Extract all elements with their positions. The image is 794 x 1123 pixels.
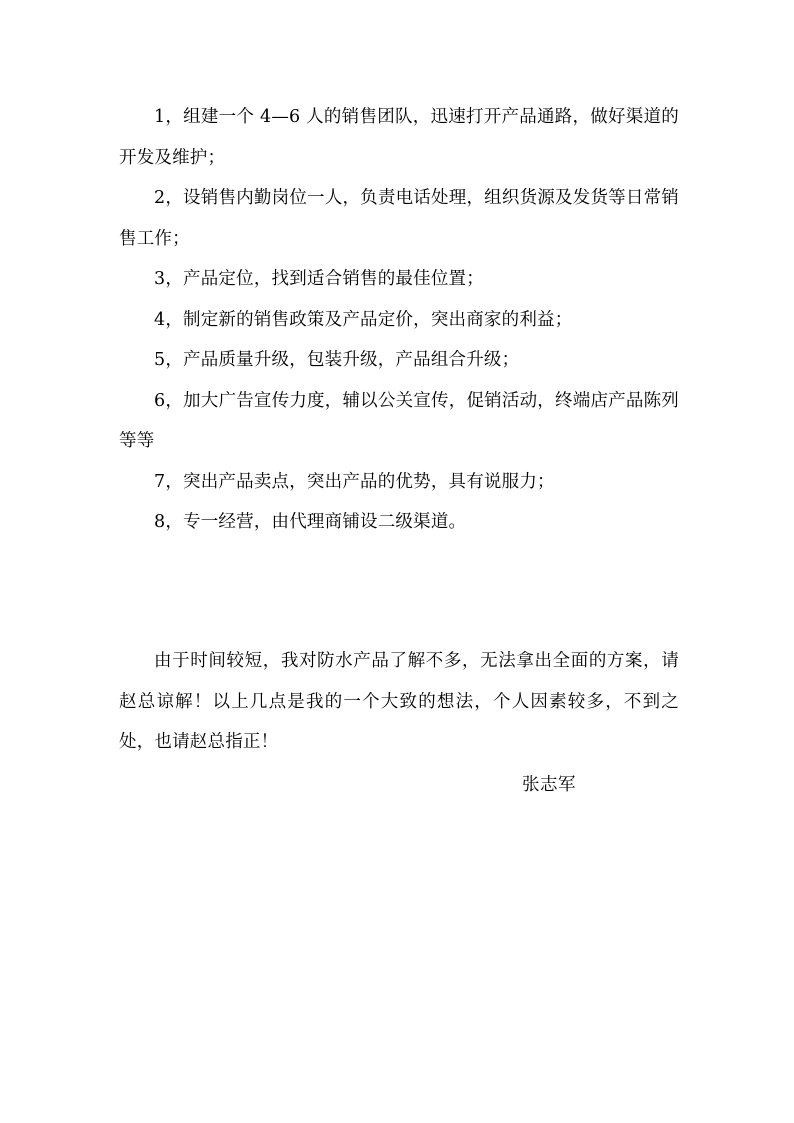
list-item: 5，产品质量升级，包装升级，产品组合升级； <box>154 350 520 370</box>
list-item: 1，组建一个 4—6 人的销售团队，迅速打开产品通路，做好渠道的开发及维护； <box>119 107 679 168</box>
list-item: 4，制定新的销售政策及产品定价，突出商家的利益； <box>154 309 573 330</box>
list-item: 3，产品定位，找到适合销售的最佳位置； <box>154 269 484 289</box>
list-item: 7，突出产品卖点，突出产品的优势，具有说服力； <box>154 471 555 492</box>
numbered-list <box>119 97 679 543</box>
list-item: 2，设销售内勤岗位一人，负责电话处理，组织货源及发货等日常销售工作； <box>119 188 679 249</box>
signature-name: 张志军 <box>522 775 576 795</box>
list-item: 8，专一经营，由代理商铺设二级渠道。 <box>154 512 467 532</box>
list-item: 6，加大广告宣传力度，辅以公关宣传，促销活动，终端店产品陈列等等 <box>119 390 679 451</box>
closing-paragraph: 由于时间较短，我对防水产品了解不多，无法拿出全面的方案，请赵总谅解！以上几点是我的一个大致的想法，个人因素较多，不到之处，也请赵总指正！ <box>119 651 679 752</box>
closing-paragraph-block <box>119 641 679 763</box>
